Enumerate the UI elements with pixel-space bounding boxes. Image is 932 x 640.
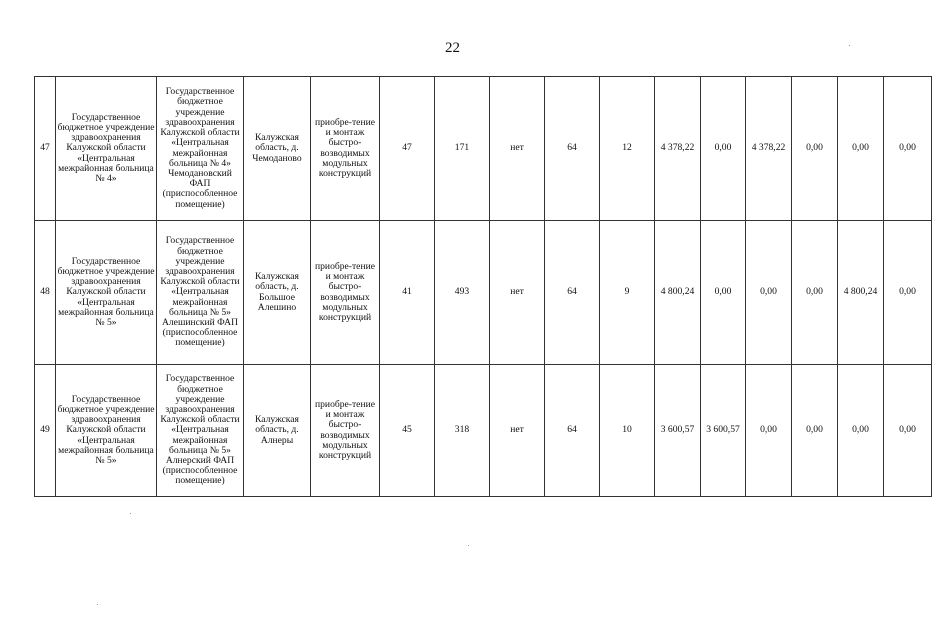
table-cell-c14: 0,00: [792, 77, 838, 221]
table-cell-c13: 0,00: [746, 365, 792, 497]
table-cell-c6: 41: [380, 221, 435, 365]
table-cell-c8: нет: [490, 77, 545, 221]
table-cell-c12: 0,00: [701, 221, 746, 365]
scan-mark: [468, 545, 469, 546]
table-cell-org: Государственное бюджетное учреждение здравоохранения Калужской области «Центральная межрайонная больница № 4»: [56, 77, 157, 221]
table-cell-method: приобре-тение и монтаж быстро-возводимых модульных конструкций: [311, 77, 380, 221]
scan-mark: [849, 45, 850, 46]
table-cell-object: Государственное бюджетное учреждение здравоохранения Калужской области «Центральная межрайонная больница № 5» Алешинский ФАП (приспособленное помещение): [157, 221, 244, 365]
table-cell-c7: 318: [435, 365, 490, 497]
table-cell-c6: 45: [380, 365, 435, 497]
table-cell-address: Калужская область, д. Большое Алешино: [244, 221, 311, 365]
table-cell-address: Калужская область, д. Чемоданово: [244, 77, 311, 221]
scan-mark: [97, 604, 98, 605]
page-number: 22: [445, 40, 460, 56]
table-cell-c8: нет: [490, 221, 545, 365]
scan-mark: [130, 513, 131, 514]
table-cell-c14: 0,00: [792, 221, 838, 365]
table-cell-c10: 10: [600, 365, 655, 497]
table-cell-c6: 47: [380, 77, 435, 221]
table-cell-no: 49: [35, 365, 56, 497]
table-row: [35, 77, 932, 221]
table-cell-method: приобре-тение и монтаж быстро-возводимых модульных конструкций: [311, 365, 380, 497]
table-cell-org: Государственное бюджетное учреждение здравоохранения Калужской области «Центральная межрайонная больница № 5»: [56, 221, 157, 365]
table-cell-c7: 493: [435, 221, 490, 365]
table-cell-c7: 171: [435, 77, 490, 221]
table-cell-c13: 0,00: [746, 221, 792, 365]
table-cell-method: приобре-тение и монтаж быстро-возводимых модульных конструкций: [311, 221, 380, 365]
table-cell-c10: 12: [600, 77, 655, 221]
table-cell-c8: нет: [490, 365, 545, 497]
table-cell-c10: 9: [600, 221, 655, 365]
table-cell-c11: 3 600,57: [655, 365, 701, 497]
table-cell-object: Государственное бюджетное учреждение здравоохранения Калужской области «Центральная межрайонная больница № 5» Алнерский ФАП (приспособленное помещение): [157, 365, 244, 497]
table-cell-org: Государственное бюджетное учреждение здравоохранения Калужской области «Центральная межрайонная больница № 5»: [56, 365, 157, 497]
table-row: [35, 365, 932, 497]
table-row: [35, 221, 932, 365]
facilities-table: [34, 76, 932, 497]
table-cell-c15: 0,00: [838, 77, 884, 221]
table-cell-address: Калужская область, д. Алнеры: [244, 365, 311, 497]
table-cell-c12: 3 600,57: [701, 365, 746, 497]
table-cell-c11: 4 378,22: [655, 77, 701, 221]
table-cell-c14: 0,00: [792, 365, 838, 497]
table-cell-no: 47: [35, 77, 56, 221]
table-cell-c13: 4 378,22: [746, 77, 792, 221]
table-cell-c16: 0,00: [884, 77, 932, 221]
table-cell-c16: 0,00: [884, 221, 932, 365]
table-cell-object: Государственное бюджетное учреждение здравоохранения Калужской области «Центральная межрайонная больница № 4» Чемодановский ФАП (приспособленное помещение): [157, 77, 244, 221]
table-cell-c16: 0,00: [884, 365, 932, 497]
table-cell-c9: 64: [545, 77, 600, 221]
table-cell-no: 48: [35, 221, 56, 365]
table-cell-c15: 0,00: [838, 365, 884, 497]
table-cell-c9: 64: [545, 221, 600, 365]
table-cell-c12: 0,00: [701, 77, 746, 221]
table-cell-c9: 64: [545, 365, 600, 497]
table-cell-c15: 4 800,24: [838, 221, 884, 365]
table-cell-c11: 4 800,24: [655, 221, 701, 365]
